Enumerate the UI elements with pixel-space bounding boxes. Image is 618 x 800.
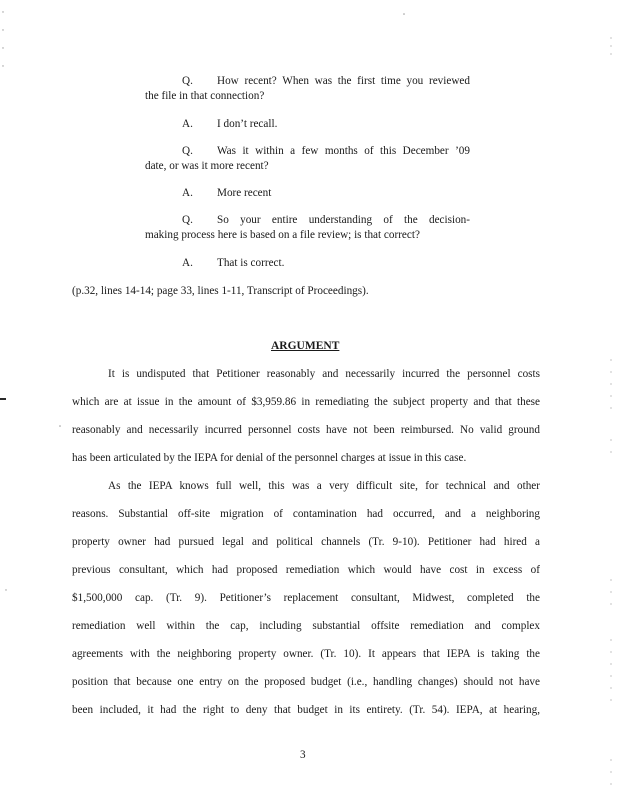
paragraph-2-line-2: reasons. Substantial off-site migration of contamination had occurred, and a neighboring [72, 508, 540, 520]
paragraph-2-line-8: position that because one entry on the proposed budget (i.e., handling changes) should not have [72, 676, 540, 688]
paragraph-2-line-4: previous consultant, which had proposed remediation which would have cost in excess of [72, 564, 540, 576]
a2-text: More recent [217, 187, 272, 199]
q2-line1: Was it within a few months of this December ’09 [217, 145, 470, 157]
q2-label: Q. [182, 145, 193, 157]
q1-label: Q. [182, 75, 193, 87]
q1-line1: How recent? When was the first time you reviewed [217, 75, 470, 87]
paragraph-1-line-2: which are at issue in the amount of $3,959.86 in remediating the subject property and that these [72, 396, 540, 408]
a3-label: A. [182, 257, 193, 269]
paragraph-2-line-1: As the IEPA knows full well, this was a very difficult site, for technical and other [108, 480, 540, 492]
a1-label: A. [182, 118, 193, 130]
paragraph-1-line-3: reasonably and necessarily incurred personnel costs have not been reimbursed. No valid ground [72, 424, 540, 436]
q2-line2: date, or was it more recent? [145, 160, 269, 172]
q3-label: Q. [182, 214, 193, 226]
a2-label: A. [182, 187, 193, 199]
a3-text: That is correct. [217, 257, 285, 269]
a1-text: I don’t recall. [217, 118, 278, 130]
paragraph-2-line-5: $1,500,000 cap. (Tr. 9). Petitioner’s replacement consultant, Midwest, completed the [72, 592, 540, 604]
transcript-citation: (p.32, lines 14-14; page 33, lines 1-11, Transcript of Proceedings). [72, 285, 369, 297]
paragraph-2-line-3: property owner had pursued legal and political channels (Tr. 9-10). Petitioner had hired a [72, 536, 540, 548]
q1-line2: the file in that connection? [145, 90, 265, 102]
paragraph-1-line-1: It is undisputed that Petitioner reasonably and necessarily incurred the personnel costs [108, 368, 540, 380]
paragraph-1-line-4: has been articulated by the IEPA for denial of the personnel charges at issue in this case. [72, 452, 467, 464]
paragraph-2-line-7: agreements with the neighboring property owner. (Tr. 10). It appears that IEPA is taking the [72, 648, 540, 660]
paragraph-2-line-9: been included, it had the right to deny that budget in its entirety. (Tr. 54). IEPA, at hearing, [72, 704, 540, 716]
paragraph-2-line-6: remediation well within the cap, including substantial offsite remediation and complex [72, 620, 540, 632]
argument-heading: ARGUMENT [271, 340, 340, 352]
q3-line2: making process here is based on a file review; is that correct? [145, 229, 420, 241]
q3-line1: So your entire understanding of the decision- [217, 214, 470, 226]
page-number: 3 [300, 749, 306, 761]
